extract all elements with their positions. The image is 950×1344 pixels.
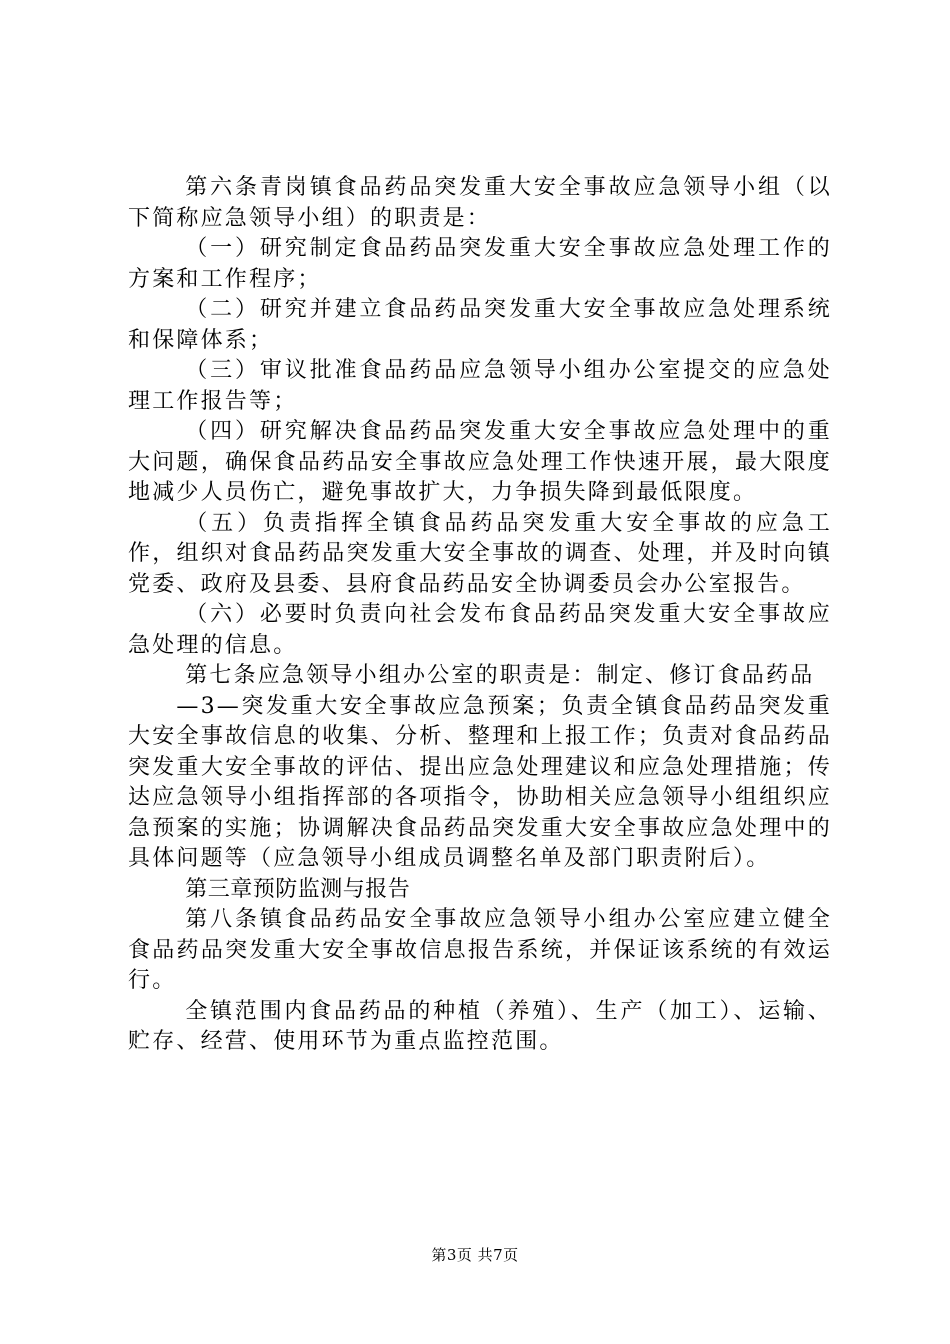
duty-item-1: （一）研究制定食品药品突发重大安全事故应急处理工作的方案和工作程序； <box>128 236 832 292</box>
article-7-paragraph: 第七条应急领导小组办公室的职责是：制定、修订食品药品 <box>185 663 815 688</box>
page-number-footer: 第3页 共7页 <box>431 1246 519 1264</box>
chapter-3-heading: 第三章预防监测与报告 <box>185 876 411 902</box>
duty-item-5: （五）负责指挥全镇食品药品突发重大安全事故的应急工作，组织对食品药品突发重大安全事故的调查、处理，并及时向镇党委、政府及县委、县府食品药品安全协调委员会办公室报告。 <box>128 510 832 597</box>
duty-item-3: （三）审议批准食品药品应急领导小组办公室提交的应急处理工作报告等； <box>128 358 832 414</box>
monitoring-scope-paragraph: 全镇范围内食品药品的种植（养殖）、生产（加工）、运输、贮存、经营、使用环节为重点监控范围。 <box>128 998 832 1054</box>
duty-item-4: （四）研究解决食品药品突发重大安全事故应急处理中的重大问题，确保食品药品安全事故应急处理工作快速开展，最大限度地减少人员伤亡，避免事故扩大，力争损失降到最低限度。 <box>128 419 832 505</box>
article-7-continuation: —3—突发重大安全事故应急预案；负责全镇食品药品突发重大安全事故信息的收集、分析、整理和上报工作；负责对食品药品突发重大安全事故的评估、提出应急处理建议和应急处理措施；传达应急领导小组指挥部的各项指令，协助相关应急领导小组组织应急预案的实施；协调解决食品药品突发重大安全事故应急处理中的具体问题等（应急领导小组成员调整名单及部门职责附后）。 <box>128 693 832 871</box>
document-body <box>128 173 832 1058</box>
article-6-paragraph: 第六条青岗镇食品药品突发重大安全事故应急领导小组（以下简称应急领导小组）的职责是： <box>128 175 832 231</box>
article-8-paragraph: 第八条镇食品药品安全事故应急领导小组办公室应建立健全食品药品突发重大安全事故信息报告系统，并保证该系统的有效运行。 <box>128 907 832 993</box>
duty-item-2: （二）研究并建立食品药品突发重大安全事故应急处理系统和保障体系； <box>128 297 832 353</box>
duty-item-6: （六）必要时负责向社会发布食品药品突发重大安全事故应急处理的信息。 <box>128 602 832 658</box>
